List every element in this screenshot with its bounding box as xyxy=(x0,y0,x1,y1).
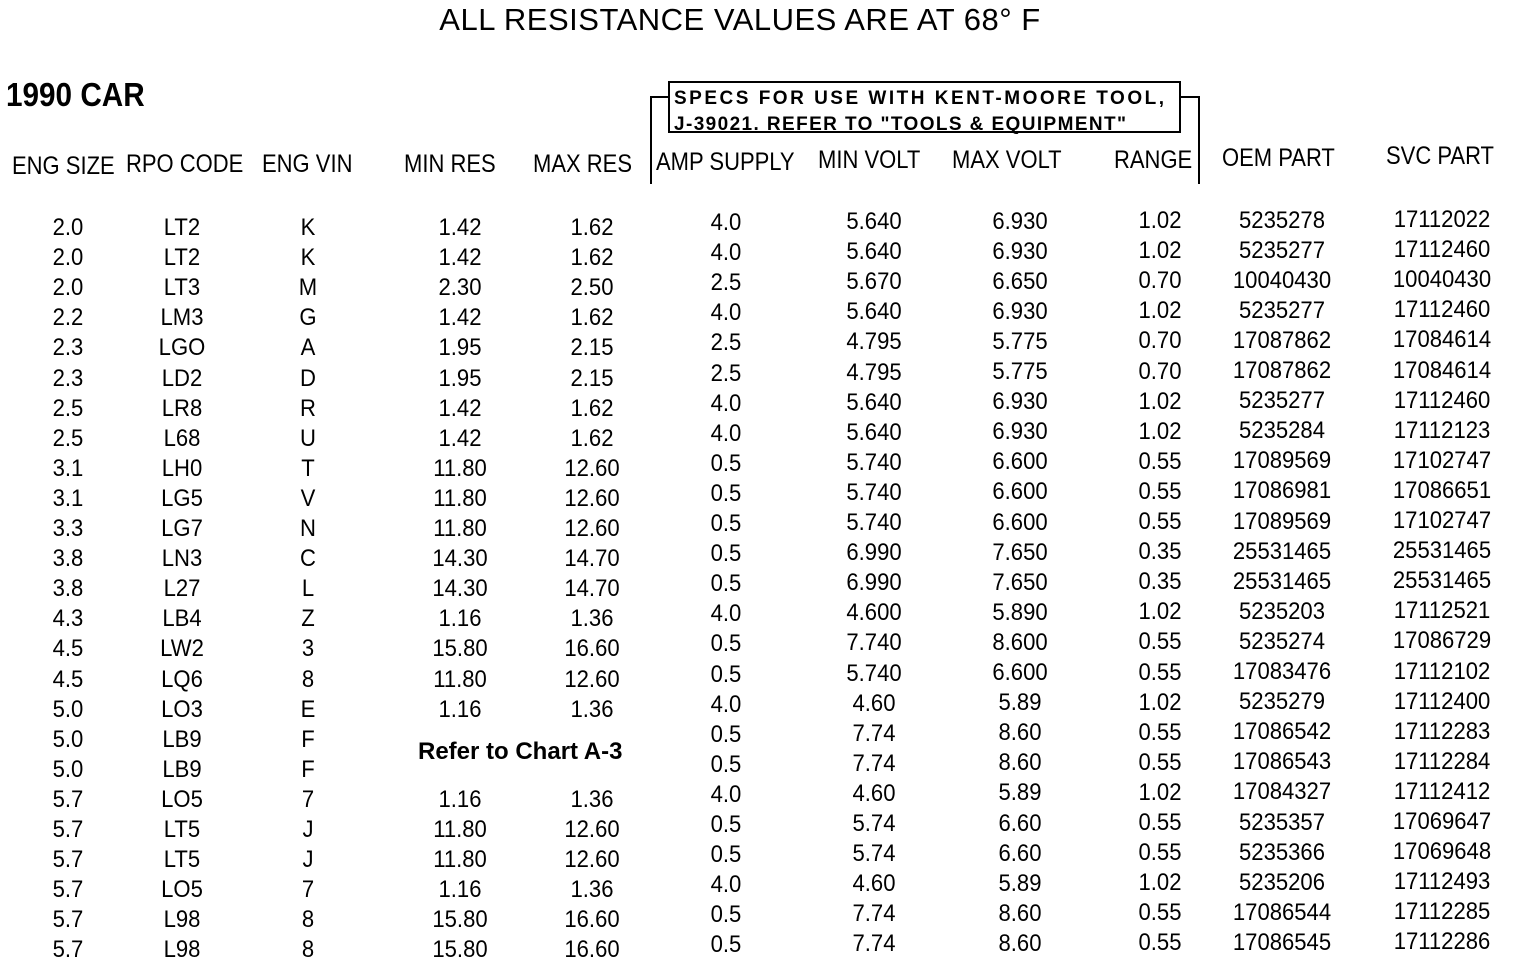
cell-oem-part: 25531465 xyxy=(1232,567,1332,595)
cell-oem-part: 5235277 xyxy=(1239,387,1325,415)
cell-eng-vin: M xyxy=(298,274,318,302)
cell-oem-part: 17086981 xyxy=(1232,477,1332,505)
cell-oem-part: 17087862 xyxy=(1232,326,1332,354)
cell-amp-supply: 2.5 xyxy=(710,359,742,387)
cell-rpo-code: LB9 xyxy=(162,755,202,783)
cell-min-volt: 4.600 xyxy=(846,599,902,627)
header-max-volt: MAX VOLT xyxy=(952,146,1062,174)
table-row xyxy=(0,928,1520,964)
cell-max-volt: 8.60 xyxy=(998,749,1042,777)
cell-min-res: 14.30 xyxy=(432,575,488,603)
cell-range: 1.02 xyxy=(1138,598,1182,626)
cell-max-res: 1.36 xyxy=(570,876,614,904)
cell-range: 0.55 xyxy=(1138,447,1182,475)
cell-eng-vin: 8 xyxy=(301,665,315,693)
cell-oem-part: 25531465 xyxy=(1232,537,1332,565)
cell-min-res: 2.30 xyxy=(438,274,482,302)
cell-rpo-code: L27 xyxy=(163,575,201,603)
cell-range: 1.02 xyxy=(1138,869,1182,897)
cell-rpo-code: LR8 xyxy=(161,394,203,422)
cell-max-res: 1.62 xyxy=(570,304,614,332)
cell-oem-part: 5235366 xyxy=(1239,838,1325,866)
cell-amp-supply: 0.5 xyxy=(710,449,742,477)
cell-min-volt: 7.74 xyxy=(852,900,896,928)
cell-svc-part: 17112460 xyxy=(1393,236,1491,264)
cell-max-volt: 5.775 xyxy=(992,358,1048,385)
cell-rpo-code: LW2 xyxy=(160,635,204,663)
cell-svc-part: 17112521 xyxy=(1393,597,1491,625)
cell-rpo-code: L68 xyxy=(163,424,201,452)
cell-max-res: 12.60 xyxy=(564,846,620,874)
cell-rpo-code: LT3 xyxy=(163,274,201,302)
cell-min-res: 11.80 xyxy=(433,515,487,542)
cell-min-res: 1.42 xyxy=(438,244,482,272)
cell-eng-size: 3.3 xyxy=(52,515,84,542)
cell-amp-supply: 0.5 xyxy=(710,630,742,658)
cell-amp-supply: 0.5 xyxy=(710,479,742,507)
cell-amp-supply: 0.5 xyxy=(710,811,742,838)
cell-eng-size: 5.7 xyxy=(52,906,84,934)
cell-min-volt: 5.74 xyxy=(852,840,896,868)
bracket-left xyxy=(650,96,652,184)
cell-eng-vin: K xyxy=(300,244,316,272)
cell-min-volt: 7.74 xyxy=(852,719,896,747)
cell-range: 0.55 xyxy=(1138,508,1182,535)
spec-note-line2: J-39021. REFER TO "TOOLS & EQUIPMENT" xyxy=(674,114,1128,135)
cell-oem-part: 10040430 xyxy=(1232,266,1332,294)
cell-range: 0.55 xyxy=(1138,718,1182,746)
cell-range: 0.55 xyxy=(1138,809,1182,836)
cell-max-res: 1.62 xyxy=(570,424,614,452)
cell-min-volt: 6.990 xyxy=(846,569,902,597)
cell-eng-vin: F xyxy=(301,725,315,753)
cell-max-volt: 6.930 xyxy=(992,237,1048,265)
cell-rpo-code: LQ6 xyxy=(161,665,203,693)
cell-eng-size: 5.7 xyxy=(52,876,84,904)
cell-max-res: 2.15 xyxy=(570,334,614,362)
cell-amp-supply: 0.5 xyxy=(710,931,742,959)
cell-range: 0.55 xyxy=(1138,899,1182,927)
cell-svc-part: 17112285 xyxy=(1393,898,1491,926)
cell-min-volt: 5.74 xyxy=(852,810,896,837)
cell-eng-vin: 7 xyxy=(301,785,315,813)
cell-max-res: 1.62 xyxy=(570,214,614,241)
cell-max-volt: 5.89 xyxy=(998,869,1042,897)
cell-eng-size: 5.7 xyxy=(52,936,84,964)
cell-min-res: 15.80 xyxy=(432,906,488,934)
cell-svc-part: 17112400 xyxy=(1393,687,1491,715)
cell-max-volt: 7.650 xyxy=(992,538,1048,566)
cell-amp-supply: 4.0 xyxy=(710,871,742,899)
cell-oem-part: 17084327 xyxy=(1232,778,1332,806)
cell-svc-part: 17102747 xyxy=(1392,446,1492,474)
cell-svc-part: 25531465 xyxy=(1392,537,1492,565)
header-max-res: MAX RES xyxy=(533,150,633,178)
cell-max-volt: 6.60 xyxy=(998,809,1042,837)
cell-eng-size: 4.3 xyxy=(52,605,84,633)
cell-eng-size: 5.7 xyxy=(52,846,84,874)
cell-rpo-code: LO3 xyxy=(161,695,203,723)
cell-eng-size: 2.5 xyxy=(52,394,84,422)
cell-eng-size: 4.5 xyxy=(52,635,84,663)
cell-svc-part: 17112460 xyxy=(1393,386,1491,414)
cell-eng-vin: J xyxy=(302,816,314,843)
page-title: ALL RESISTANCE VALUES ARE AT 68° F xyxy=(439,2,1041,37)
cell-svc-part: 17086729 xyxy=(1392,627,1492,655)
cell-rpo-code: LN3 xyxy=(161,545,203,573)
cell-min-res: 1.42 xyxy=(438,394,482,422)
cell-max-res: 12.60 xyxy=(564,454,620,482)
cell-min-volt: 4.795 xyxy=(846,358,902,386)
cell-rpo-code: L98 xyxy=(163,906,201,934)
cell-range: 0.55 xyxy=(1138,929,1182,957)
cell-eng-vin: 7 xyxy=(301,876,315,904)
cell-range: 0.55 xyxy=(1138,658,1182,686)
cell-min-volt: 5.740 xyxy=(846,509,902,536)
cell-eng-vin: V xyxy=(300,484,316,512)
cell-eng-vin: L xyxy=(301,575,315,603)
header-eng-size: ENG SIZE xyxy=(12,152,115,180)
header-eng-vin: ENG VIN xyxy=(262,150,353,178)
cell-eng-vin: G xyxy=(299,304,317,332)
cell-min-res: 1.42 xyxy=(438,214,482,241)
cell-max-volt: 5.890 xyxy=(992,598,1048,626)
cell-min-res: 15.80 xyxy=(432,635,488,663)
cell-eng-size: 3.1 xyxy=(52,484,84,512)
cell-eng-vin: 8 xyxy=(301,906,315,934)
cell-svc-part: 17112412 xyxy=(1393,777,1491,805)
cell-eng-size: 5.7 xyxy=(52,785,84,813)
cell-min-volt: 7.74 xyxy=(852,749,896,777)
cell-min-volt: 5.640 xyxy=(846,238,902,266)
cell-range: 1.02 xyxy=(1138,237,1182,265)
cell-min-volt: 7.74 xyxy=(852,930,896,958)
cell-amp-supply: 2.5 xyxy=(710,269,742,297)
cell-rpo-code: LO5 xyxy=(161,876,203,904)
cell-amp-supply: 0.5 xyxy=(710,570,742,598)
cell-svc-part: 17069647 xyxy=(1392,808,1492,835)
cell-min-volt: 5.640 xyxy=(846,208,902,235)
cell-svc-part: 17112102 xyxy=(1393,657,1491,685)
cell-min-volt: 5.640 xyxy=(846,298,902,326)
cell-rpo-code: LG5 xyxy=(161,484,203,512)
cell-oem-part: 5235277 xyxy=(1239,296,1325,324)
cell-min-res: 1.42 xyxy=(438,424,482,452)
cell-min-volt: 4.795 xyxy=(846,328,902,356)
cell-range: 0.55 xyxy=(1138,748,1182,776)
cell-rpo-code: LT2 xyxy=(163,244,201,272)
cell-min-volt: 4.60 xyxy=(852,779,896,807)
refer-note: Refer to Chart A-3 xyxy=(418,738,623,765)
cell-eng-size: 4.5 xyxy=(52,665,84,693)
cell-eng-vin: K xyxy=(300,214,316,241)
cell-max-volt: 5.89 xyxy=(998,689,1042,717)
cell-max-volt: 6.600 xyxy=(992,659,1048,686)
cell-max-res: 16.60 xyxy=(564,936,620,964)
cell-oem-part: 17086545 xyxy=(1232,928,1332,956)
cell-rpo-code: L98 xyxy=(163,936,201,964)
cell-eng-size: 3.1 xyxy=(52,454,84,482)
cell-svc-part: 17086651 xyxy=(1392,476,1492,504)
cell-oem-part: 5235278 xyxy=(1239,206,1325,234)
cell-eng-size: 5.0 xyxy=(52,755,84,783)
cell-rpo-code: LT5 xyxy=(163,846,201,874)
cell-eng-vin: 3 xyxy=(301,635,315,663)
cell-rpo-code: LO5 xyxy=(161,785,203,813)
cell-amp-supply: 4.0 xyxy=(710,209,742,236)
cell-amp-supply: 4.0 xyxy=(710,690,742,718)
cell-svc-part: 17112283 xyxy=(1393,717,1491,745)
spec-note-line1: SPECS FOR USE WITH KENT-MOORE TOOL, xyxy=(674,88,1167,109)
cell-max-volt: 6.930 xyxy=(992,418,1048,446)
cell-min-res: 11.80 xyxy=(433,665,487,693)
header-range: RANGE xyxy=(1114,146,1193,174)
cell-eng-size: 2.3 xyxy=(52,334,84,362)
cell-range: 1.02 xyxy=(1138,688,1182,716)
cell-max-res: 16.60 xyxy=(564,906,620,934)
bracket-line-left xyxy=(650,96,668,98)
cell-min-res: 11.80 xyxy=(433,816,487,843)
cell-max-volt: 6.930 xyxy=(992,297,1048,325)
cell-max-res: 1.36 xyxy=(570,785,614,813)
cell-amp-supply: 4.0 xyxy=(710,389,742,417)
cell-oem-part: 17086542 xyxy=(1232,718,1332,746)
cell-rpo-code: LB9 xyxy=(162,725,202,753)
cell-min-res: 11.80 xyxy=(433,846,487,874)
cell-max-volt: 7.650 xyxy=(992,568,1048,596)
cell-rpo-code: LD2 xyxy=(161,364,203,392)
cell-range: 0.35 xyxy=(1138,568,1182,596)
cell-svc-part: 17084614 xyxy=(1392,356,1492,384)
cell-min-volt: 5.740 xyxy=(846,448,902,476)
cell-rpo-code: LB4 xyxy=(162,605,202,633)
cell-svc-part: 17112493 xyxy=(1393,868,1491,896)
cell-rpo-code: LT5 xyxy=(163,816,201,843)
cell-min-res: 1.95 xyxy=(438,364,482,392)
header-svc-part: SVC PART xyxy=(1386,142,1494,170)
cell-range: 1.02 xyxy=(1138,778,1182,806)
cell-amp-supply: 0.5 xyxy=(710,901,742,929)
header-rpo-code: RPO CODE xyxy=(126,150,244,178)
cell-eng-size: 3.8 xyxy=(52,575,84,603)
cell-eng-size: 2.0 xyxy=(52,244,84,272)
cell-oem-part: 5235279 xyxy=(1239,688,1325,716)
cell-amp-supply: 4.0 xyxy=(710,780,742,808)
header-min-volt: MIN VOLT xyxy=(818,146,921,174)
cell-rpo-code: LH0 xyxy=(161,454,203,482)
cell-amp-supply: 4.0 xyxy=(710,419,742,447)
cell-eng-vin: U xyxy=(300,424,316,452)
cell-max-res: 2.50 xyxy=(570,274,614,302)
header-oem-part: OEM PART xyxy=(1222,144,1335,172)
cell-amp-supply: 0.5 xyxy=(710,750,742,778)
cell-range: 0.70 xyxy=(1138,267,1182,295)
cell-max-volt: 8.60 xyxy=(998,929,1042,957)
cell-amp-supply: 2.5 xyxy=(710,329,742,357)
cell-eng-vin: T xyxy=(301,454,315,482)
cell-oem-part: 5235206 xyxy=(1239,868,1325,896)
cell-eng-vin: J xyxy=(302,846,314,874)
cell-max-volt: 6.930 xyxy=(992,207,1048,235)
cell-range: 1.02 xyxy=(1138,387,1182,415)
cell-max-res: 14.70 xyxy=(564,545,620,573)
cell-eng-vin: C xyxy=(300,545,316,573)
cell-amp-supply: 4.0 xyxy=(710,299,742,327)
cell-svc-part: 10040430 xyxy=(1392,266,1492,294)
cell-eng-vin: R xyxy=(300,394,316,422)
cell-eng-vin: N xyxy=(300,515,316,542)
cell-eng-size: 2.0 xyxy=(52,274,84,302)
cell-svc-part: 17112022 xyxy=(1393,206,1491,233)
cell-min-volt: 5.640 xyxy=(846,418,902,446)
cell-oem-part: 17087862 xyxy=(1232,357,1332,384)
cell-min-volt: 6.990 xyxy=(846,539,902,567)
cell-min-volt: 4.60 xyxy=(852,689,896,717)
cell-range: 0.70 xyxy=(1138,357,1182,385)
cell-oem-part: 5235284 xyxy=(1239,417,1325,445)
cell-min-volt: 7.740 xyxy=(846,629,902,657)
cell-max-res: 16.60 xyxy=(564,635,620,663)
cell-rpo-code: LT2 xyxy=(163,214,201,241)
header-amp-supply: AMP SUPPLY xyxy=(656,148,795,176)
cell-eng-size: 2.3 xyxy=(52,364,84,392)
cell-max-res: 12.60 xyxy=(564,484,620,512)
cell-eng-size: 2.0 xyxy=(52,214,84,241)
cell-amp-supply: 0.5 xyxy=(710,720,742,748)
cell-eng-size: 5.7 xyxy=(52,816,84,843)
cell-svc-part: 17112284 xyxy=(1393,747,1491,775)
cell-max-volt: 6.650 xyxy=(992,267,1048,295)
cell-rpo-code: LG7 xyxy=(161,515,203,542)
cell-amp-supply: 0.5 xyxy=(710,841,742,869)
cell-min-res: 1.16 xyxy=(438,785,482,813)
cell-max-volt: 6.600 xyxy=(992,478,1048,506)
cell-eng-vin: E xyxy=(300,695,316,723)
cell-max-volt: 6.60 xyxy=(998,839,1042,867)
cell-oem-part: 17083476 xyxy=(1232,658,1332,685)
cell-eng-vin: Z xyxy=(301,605,315,633)
cell-max-volt: 6.600 xyxy=(992,448,1048,476)
cell-eng-vin: F xyxy=(301,755,315,783)
cell-svc-part: 17069648 xyxy=(1392,838,1492,866)
cell-oem-part: 17086544 xyxy=(1232,898,1332,926)
cell-oem-part: 5235203 xyxy=(1239,597,1325,625)
cell-range: 1.02 xyxy=(1138,297,1182,325)
cell-oem-part: 5235357 xyxy=(1239,808,1325,836)
cell-eng-vin: 8 xyxy=(301,936,315,964)
cell-eng-size: 5.0 xyxy=(52,695,84,723)
cell-min-res: 1.95 xyxy=(438,334,482,362)
cell-max-volt: 8.60 xyxy=(998,719,1042,747)
cell-min-res: 14.30 xyxy=(432,545,488,573)
cell-amp-supply: 4.0 xyxy=(710,239,742,267)
cell-eng-size: 2.2 xyxy=(52,304,84,332)
cell-min-res: 1.16 xyxy=(438,605,482,633)
cell-svc-part: 17084614 xyxy=(1392,326,1492,354)
cell-max-res: 2.15 xyxy=(570,364,614,392)
cell-oem-part: 5235274 xyxy=(1239,627,1325,655)
cell-oem-part: 17086543 xyxy=(1232,748,1332,776)
cell-min-volt: 5.640 xyxy=(846,388,902,416)
cell-range: 0.55 xyxy=(1138,839,1182,867)
cell-range: 0.35 xyxy=(1138,538,1182,566)
cell-svc-part: 17112286 xyxy=(1393,928,1491,956)
bracket-right xyxy=(1198,96,1200,184)
cell-amp-supply: 0.5 xyxy=(710,510,742,537)
cell-max-res: 12.60 xyxy=(564,816,620,843)
cell-max-volt: 5.775 xyxy=(992,327,1048,355)
cell-eng-size: 2.5 xyxy=(52,424,84,452)
cell-range: 0.70 xyxy=(1138,327,1182,355)
cell-eng-size: 5.0 xyxy=(52,725,84,753)
cell-min-res: 11.80 xyxy=(433,454,487,482)
cell-svc-part: 17112460 xyxy=(1393,296,1491,324)
cell-max-volt: 8.600 xyxy=(992,628,1048,656)
cell-min-res: 15.80 xyxy=(432,936,488,964)
cell-range: 1.02 xyxy=(1138,207,1182,234)
cell-svc-part: 17112123 xyxy=(1393,416,1491,444)
cell-min-res: 1.42 xyxy=(438,304,482,332)
cell-min-volt: 5.740 xyxy=(846,659,902,687)
cell-amp-supply: 4.0 xyxy=(710,600,742,628)
cell-max-volt: 5.89 xyxy=(998,779,1042,807)
cell-max-res: 1.62 xyxy=(570,244,614,272)
cell-min-res: 1.16 xyxy=(438,876,482,904)
section-heading: 1990 CAR xyxy=(6,76,145,113)
cell-max-res: 14.70 xyxy=(564,575,620,603)
cell-max-res: 1.36 xyxy=(570,695,614,723)
cell-svc-part: 17102747 xyxy=(1392,507,1492,534)
cell-amp-supply: 0.5 xyxy=(710,540,742,568)
cell-min-volt: 5.670 xyxy=(846,268,902,296)
cell-max-res: 12.60 xyxy=(564,515,620,542)
cell-eng-vin: A xyxy=(300,334,316,362)
cell-min-res: 1.16 xyxy=(438,695,482,723)
cell-max-volt: 8.60 xyxy=(998,899,1042,927)
cell-min-res: 11.80 xyxy=(433,484,487,512)
cell-max-res: 1.36 xyxy=(570,605,614,633)
cell-amp-supply: 0.5 xyxy=(710,660,742,688)
cell-min-volt: 5.740 xyxy=(846,478,902,506)
cell-range: 1.02 xyxy=(1138,417,1182,445)
cell-svc-part: 25531465 xyxy=(1392,567,1492,595)
cell-max-res: 12.60 xyxy=(564,665,620,693)
cell-oem-part: 17089569 xyxy=(1232,447,1332,475)
spec-note-box xyxy=(668,81,1181,133)
cell-eng-size: 3.8 xyxy=(52,545,84,573)
cell-range: 0.55 xyxy=(1138,628,1182,656)
cell-rpo-code: LM3 xyxy=(160,304,204,332)
cell-max-volt: 6.930 xyxy=(992,388,1048,416)
cell-oem-part: 17089569 xyxy=(1232,507,1332,535)
cell-eng-vin: D xyxy=(300,364,316,392)
cell-rpo-code: LGO xyxy=(158,334,206,362)
cell-range: 0.55 xyxy=(1138,477,1182,505)
cell-min-volt: 4.60 xyxy=(852,870,896,898)
header-min-res: MIN RES xyxy=(404,150,496,178)
cell-max-res: 1.62 xyxy=(570,394,614,422)
cell-oem-part: 5235277 xyxy=(1239,236,1325,264)
cell-max-volt: 6.600 xyxy=(992,508,1048,536)
